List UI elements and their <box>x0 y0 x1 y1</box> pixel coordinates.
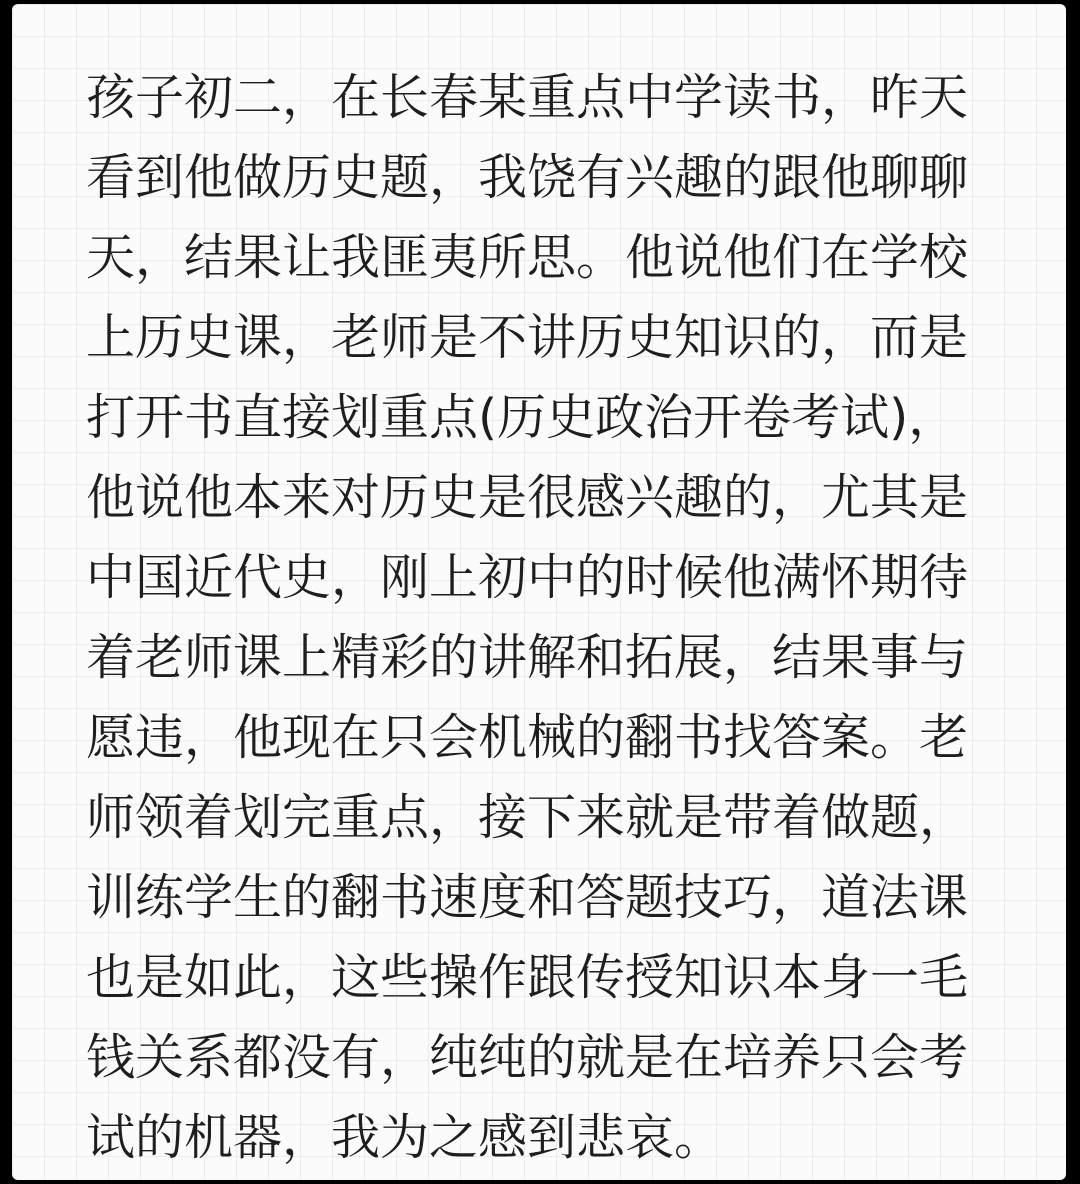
text-line: 试的机器，我为之感到悲哀。 <box>86 1109 724 1166</box>
text-line: 上历史课，老师是不讲历史知识的，而是 <box>86 309 969 366</box>
text-line: 师领着划完重点，接下来就是带着做题， <box>86 789 969 846</box>
text-line: 训练学生的翻书速度和答题技巧，道法课 <box>86 869 969 926</box>
post-body <box>86 58 986 1178</box>
text-line: 着老师课上精彩的讲解和拓展，结果事与 <box>86 629 969 686</box>
text-line: 中国近代史，刚上初中的时候他满怀期待 <box>86 549 969 606</box>
text-line: 也是如此，这些操作跟传授知识本身一毛 <box>86 949 969 1006</box>
text-line: 天，结果让我匪夷所思。他说他们在学校 <box>86 229 969 286</box>
text-line: 愿违，他现在只会机械的翻书找答案。老 <box>86 709 969 766</box>
text-line: 孩子初二，在长春某重点中学读书，昨天 <box>86 69 969 126</box>
text-line: 他说他本来对历史是很感兴趣的，尤其是 <box>86 469 969 526</box>
note-card <box>12 4 1066 1180</box>
text-line: 看到他做历史题，我饶有兴趣的跟他聊聊 <box>86 149 969 206</box>
text-line: 打开书直接划重点(历史政治开卷考试)， <box>86 389 958 446</box>
text-line: 钱关系都没有，纯纯的就是在培养只会考 <box>86 1029 969 1086</box>
